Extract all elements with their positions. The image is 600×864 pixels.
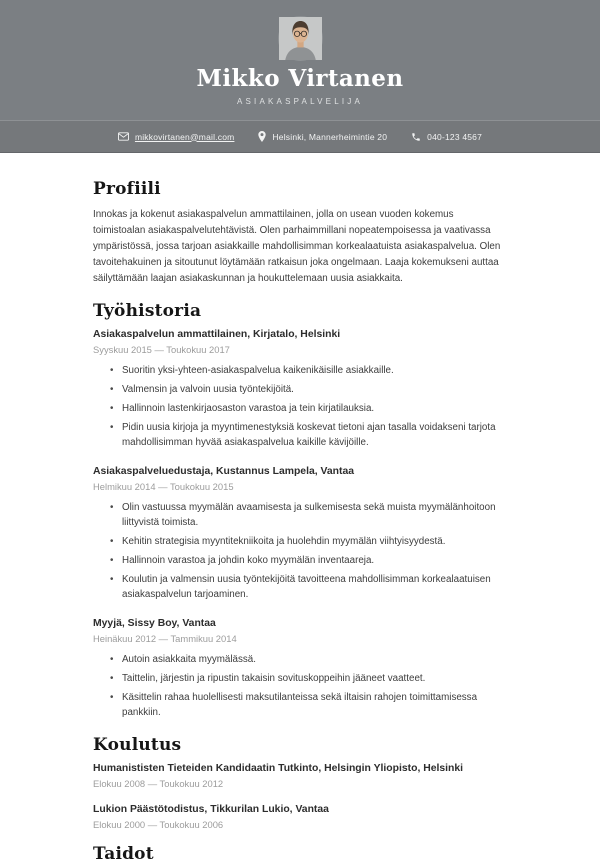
job-title: Asiakaspalvelun ammattilainen, Kirjatalo, Helsinki	[93, 329, 341, 340]
email-icon	[118, 132, 129, 141]
degree-title: Lukion Päästötodistus, Tikkurilan Lukio, Vantaa	[93, 804, 329, 815]
section-heading-profile: Profiili	[93, 179, 161, 199]
work-entry	[93, 617, 508, 720]
contact-location	[258, 131, 387, 142]
phone-icon	[411, 132, 421, 142]
job-bullet: • Valmensin ja valvoin uusia työntekijöitä.	[110, 382, 508, 397]
section-work-history	[93, 301, 508, 720]
job-dates: Syyskuu 2015 — Toukokuu 2017	[93, 344, 230, 355]
job-bullet: • Taittelin, järjestin ja ripustin takaisin sovituskoppeihin jääneet vaatteet.	[110, 671, 508, 686]
person-job-title: ASIAKASPALVELIJA	[236, 97, 364, 106]
job-bullet: • Koulutin ja valmensin uusia työntekijöitä tavoitteena mahdollisimman korkealaatuisen asiakaspalvelun tarjoaminen.	[110, 572, 508, 602]
profile-photo-illustration	[279, 17, 322, 60]
section-skills	[93, 844, 508, 864]
section-heading-skills: Taidot	[93, 844, 154, 864]
job-bullet: • Kehitin strategisia myyntitekniikoita ja huolehdin myymälän viihtyisyydestä.	[110, 534, 508, 549]
profile-photo	[279, 17, 322, 60]
section-heading-work-history: Työhistoria	[93, 301, 202, 321]
location-pin-icon	[258, 131, 266, 142]
location-text: Helsinki, Mannerheimintie 20	[272, 131, 388, 142]
email-link[interactable]: mikkovirtanen@mail.com	[134, 131, 235, 142]
job-bullet-list	[93, 363, 508, 450]
section-heading-education: Koulutus	[93, 735, 182, 755]
job-bullet-list	[93, 500, 508, 602]
job-dates: Heinäkuu 2012 — Tammikuu 2014	[93, 633, 237, 644]
degree-dates: Elokuu 2008 — Toukokuu 2012	[93, 778, 224, 789]
job-bullet: • Autoin asiakkaita myymälässä.	[110, 652, 508, 667]
profile-text: Innokas ja kokenut asiakaspalvelun ammattilainen, jolla on usean vuoden kokemus toimistoalan asiakaspalvelutehtävistä. Olen parhaimmillani nopeatempoisessa ja vaativassa ympäristössä, jossa tarjoan asiakkaille mahdollisimman korkealaatuista asiakaspalvelua. Olen tavoitehakuinen ja sitoutunut löytämään ratkaisun joka ongelmaan. Laaja kokemukseni auttaa säilyttämään laajan asiakaskunnan ja houkuttelemaan uusia asiakkaita.	[93, 209, 501, 284]
job-bullet: • Käsittelin rahaa huolellisesti maksutilanteissa sekä iltaisin rahojen toimittamisessa pankkiin.	[110, 690, 508, 720]
phone-text: 040-123 4567	[427, 131, 483, 142]
degree-dates: Elokuu 2000 — Toukokuu 2006	[93, 819, 224, 830]
job-bullet: • Pidin uusia kirjoja ja myyntimenestyksiä koskevat tietoni ajan tasalla voidakseni tarjota mahdollisimman hyvää asiakaspalvelua kaikille kävijöille.	[110, 420, 508, 450]
job-bullet: • Hallinnoin varastoa ja johdin koko myymälän inventaareja.	[110, 553, 508, 568]
contact-email	[118, 132, 234, 142]
contact-phone	[411, 132, 482, 142]
person-name: Mikko Virtanen	[196, 65, 404, 92]
job-bullet: • Olin vastuussa myymälän avaamisesta ja sulkemisesta sekä muista myymälänhoitoon liittyvistä toimista.	[110, 500, 508, 530]
job-bullet: • Hallinnoin lastenkirjaosaston varastoa ja tein kirjatilauksia.	[110, 401, 508, 416]
job-bullet-list	[93, 652, 508, 720]
education-entry	[93, 803, 508, 830]
degree-title: Humanististen Tieteiden Kandidaatin Tutkinto, Helsingin Yliopisto, Helsinki	[93, 763, 464, 774]
job-title: Myyjä, Sissy Boy, Vantaa	[93, 618, 216, 629]
work-entry	[93, 465, 508, 602]
job-title: Asiakaspalveluedustaja, Kustannus Lampela, Vantaa	[93, 466, 355, 477]
section-education	[93, 735, 508, 830]
contact-bar	[0, 120, 600, 153]
resume-header	[0, 0, 600, 120]
section-profile	[93, 179, 508, 287]
job-dates: Helmikuu 2014 — Toukokuu 2015	[93, 481, 234, 492]
work-entry	[93, 328, 508, 450]
education-entry	[93, 762, 508, 789]
resume-body	[0, 153, 600, 864]
job-bullet: • Suoritin yksi-yhteen-asiakaspalvelua kaikenikäisille asiakkaille.	[110, 363, 508, 378]
